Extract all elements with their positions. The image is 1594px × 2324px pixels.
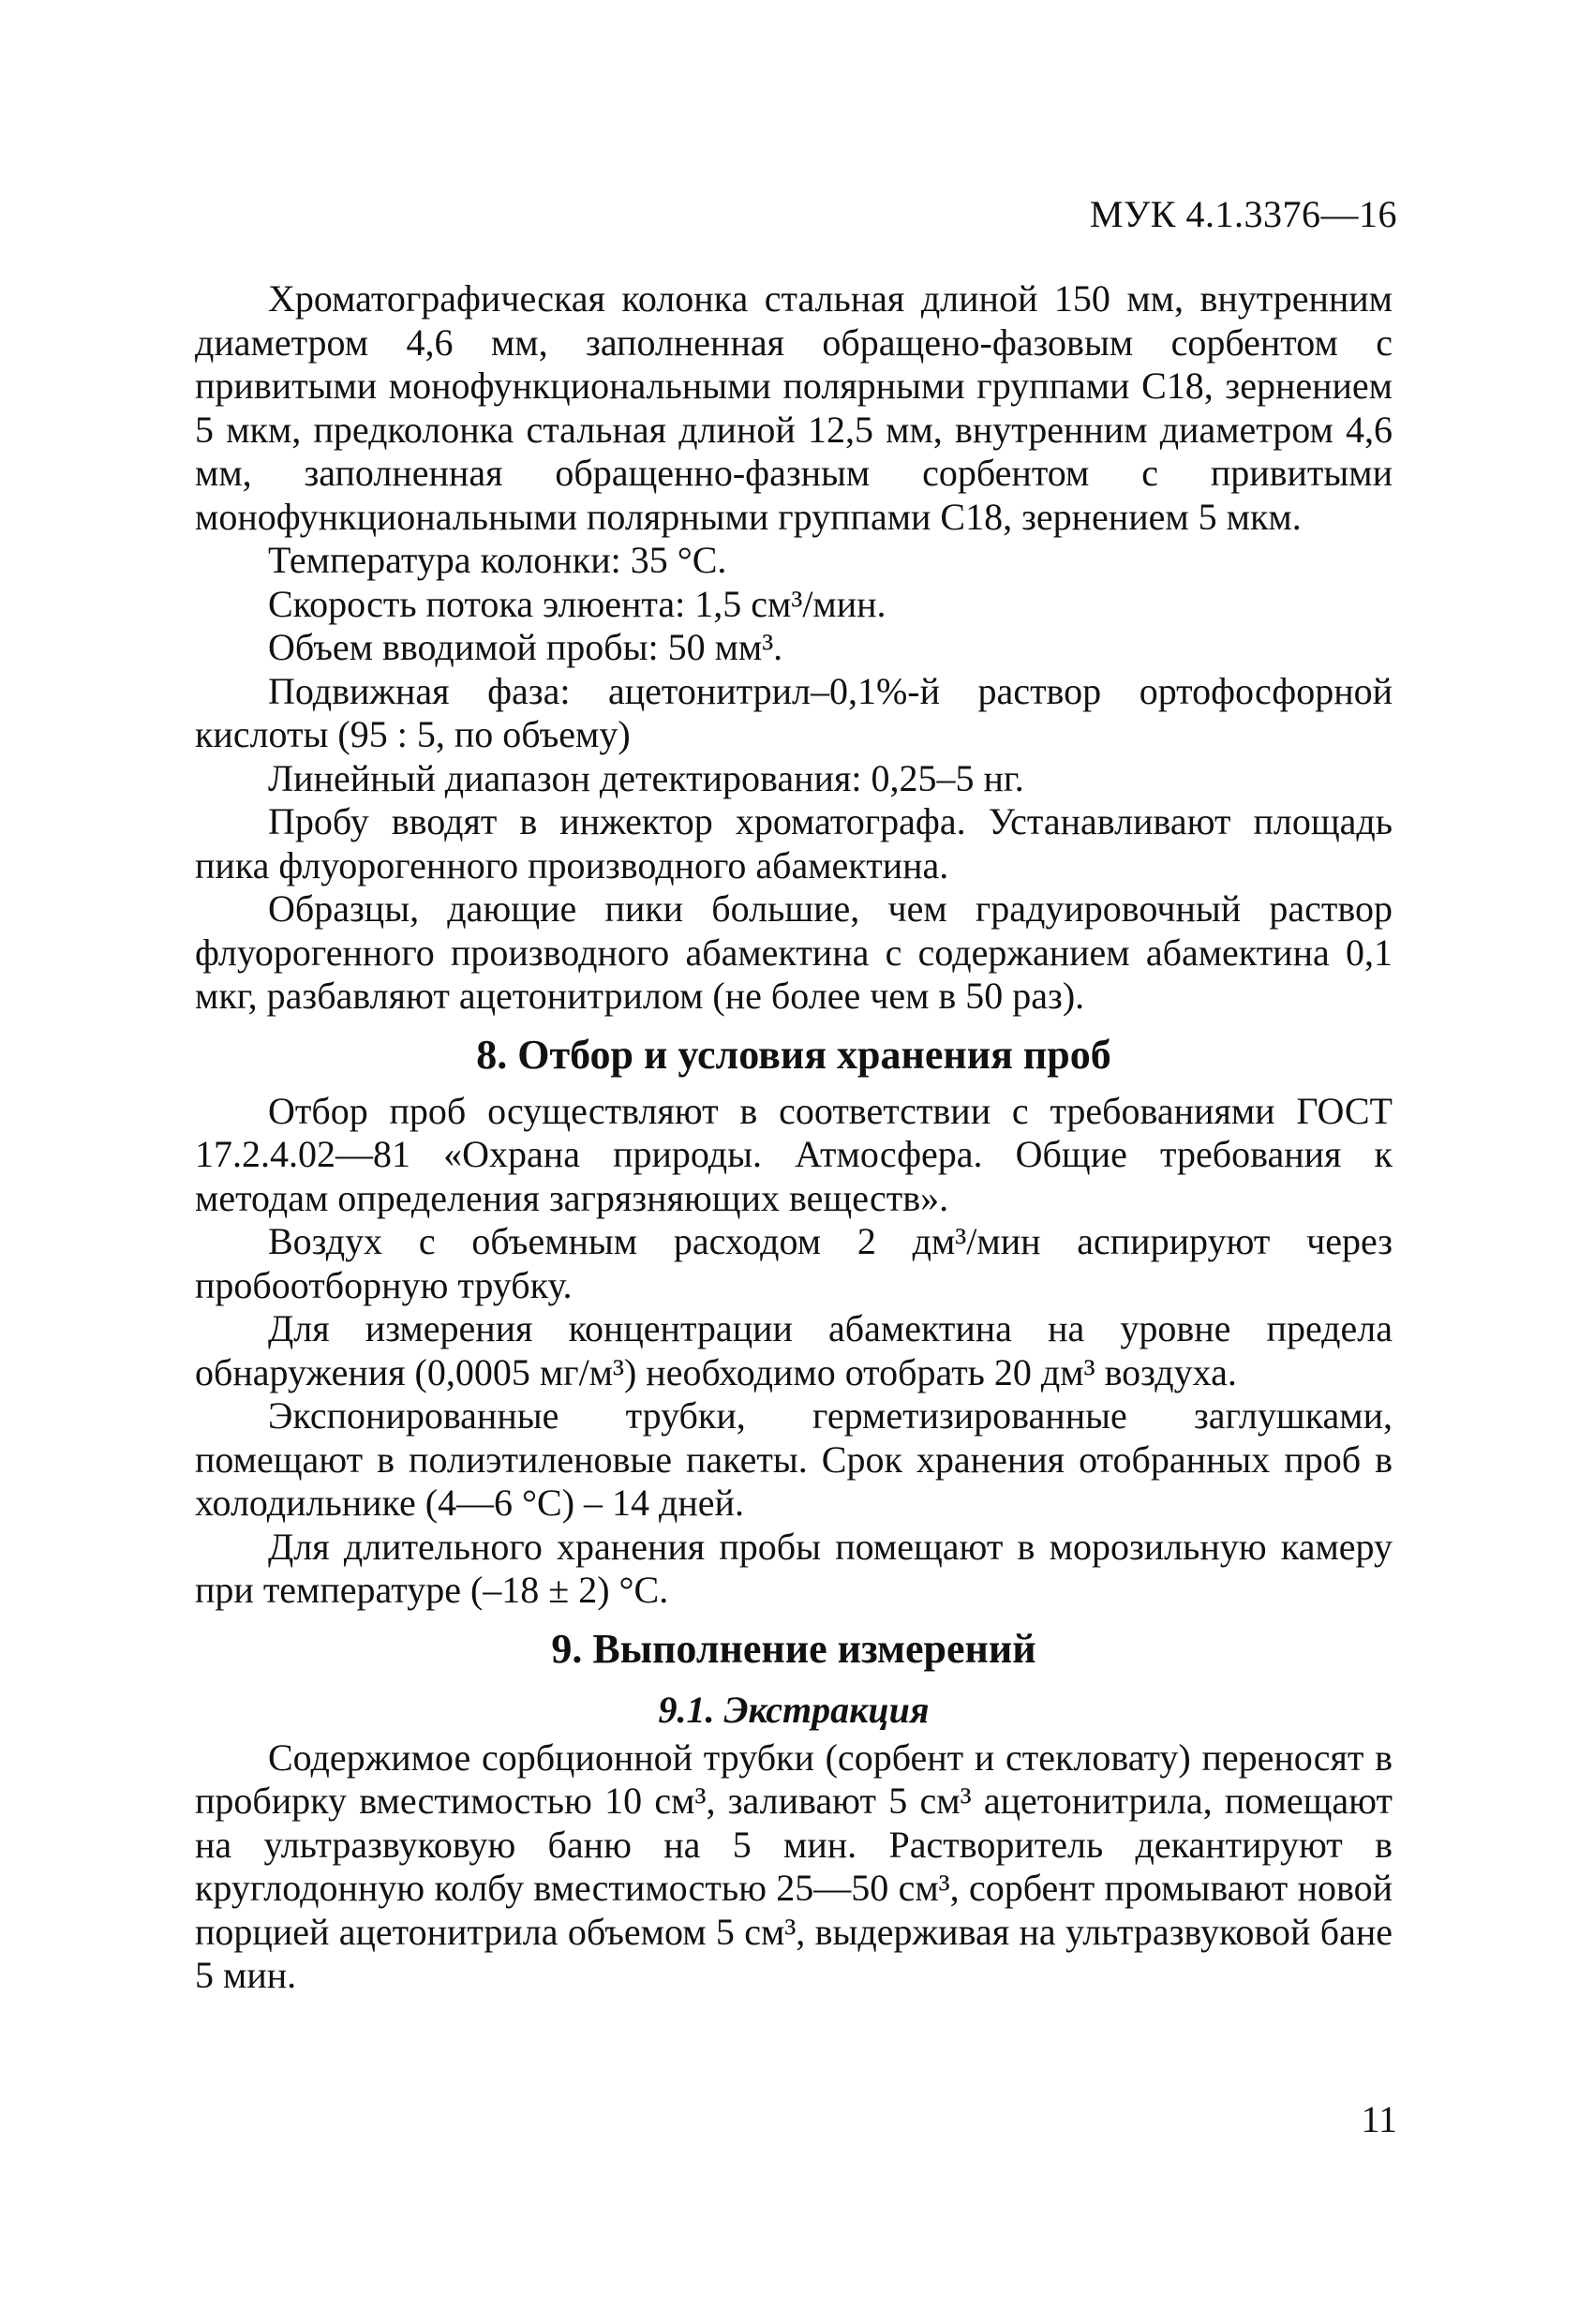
paragraph-mobile-phase: Подвижная фаза: ацетонитрил–0,1%-й раствор ортофосфорной кислоты (95 : 5, по объему) xyxy=(195,669,1393,755)
paragraph-column-description: Хроматографическая колонка стальная длиной 150 мм, внутренним диаметром 4,6 мм, заполненная обращено-фазовым сорбентом с привитыми монофункциональными полярными группами С18, зернением 5 мкм, предколонка стальная длиной 12,5 мм, внутренним диаметром 4,6 мм, заполненная обращенно-фазным сорбентом с привитыми монофункциональными полярными группами С18, зернением 5 мкм. xyxy=(195,277,1393,538)
paragraph-air-flow: Воздух с объемным расходом 2 дм³/мин аспирируют через пробоотборную трубку. xyxy=(195,1220,1393,1306)
section-9-heading: 9. Выполнение измерений xyxy=(551,1625,1036,1672)
document-code-header: МУК 4.1.3376—16 xyxy=(1089,193,1397,235)
paragraph-long-term-storage: Для длительного хранения пробы помещают в морозильную камеру при температуре (–18 ± 2) °С. xyxy=(195,1525,1393,1611)
paragraph-sample-injection: Пробу вводят в инжектор хроматографа. Устанавливают площадь пика флуорогенного производного абамектина. xyxy=(195,800,1393,886)
paragraph-linear-range: Линейный диапазон детектирования: 0,25–5 нг. xyxy=(268,756,1024,799)
paragraph-eluent-flow-rate: Скорость потока элюента: 1,5 см³/мин. xyxy=(268,582,886,625)
paragraph-sampling-standard: Отбор проб осуществляют в соответствии с требованиями ГОСТ 17.2.4.02—81 «Охрана природы. Атмосфера. Общие требования к методам определения загрязняющих веществ». xyxy=(195,1089,1393,1219)
section-8-heading: 8. Отбор и условия хранения проб xyxy=(476,1031,1111,1078)
paragraph-extraction: Содержимое сорбционной трубки (сорбент и стекловату) переносят в пробирку вместимостью 10 см³, заливают 5 см³ ацетонитрила, помещают на ультразвуковую баню на 5 мин. Растворитель декантируют в круглодонную колбу вместимостью 25—50 см³, сорбент промывают новой порцией ацетонитрила объемом 5 см³, выдерживая на ультразвуковой бане 5 мин. xyxy=(195,1736,1393,1996)
paragraph-column-temperature: Температура колонки: 35 °С. xyxy=(268,539,727,581)
paragraph-sample-dilution: Образцы, дающие пики большие, чем градуировочный раствор флуорогенного производного абамектина с содержанием абамектина 0,1 мкг, разбавляют ацетонитрилом (не более чем в 50 раз). xyxy=(195,887,1393,1017)
subsection-9-1-heading: 9.1. Экстракция xyxy=(658,1688,930,1731)
paragraph-injection-volume: Объем вводимой пробы: 50 мм³. xyxy=(268,626,783,668)
paragraph-air-volume: Для измерения концентрации абамектина на уровне предела обнаружения (0,0005 мг/м³) необходимо отобрать 20 дм³ воздуха. xyxy=(195,1307,1393,1393)
page-number: 11 xyxy=(1361,2098,1397,2140)
page-body xyxy=(195,277,1393,1998)
paragraph-tube-storage: Экспонированные трубки, герметизированные заглушками, помещают в полиэтиленовые пакеты. Срок хранения отобранных проб в холодильнике (4—6 °С) – 14 дней. xyxy=(195,1394,1393,1524)
